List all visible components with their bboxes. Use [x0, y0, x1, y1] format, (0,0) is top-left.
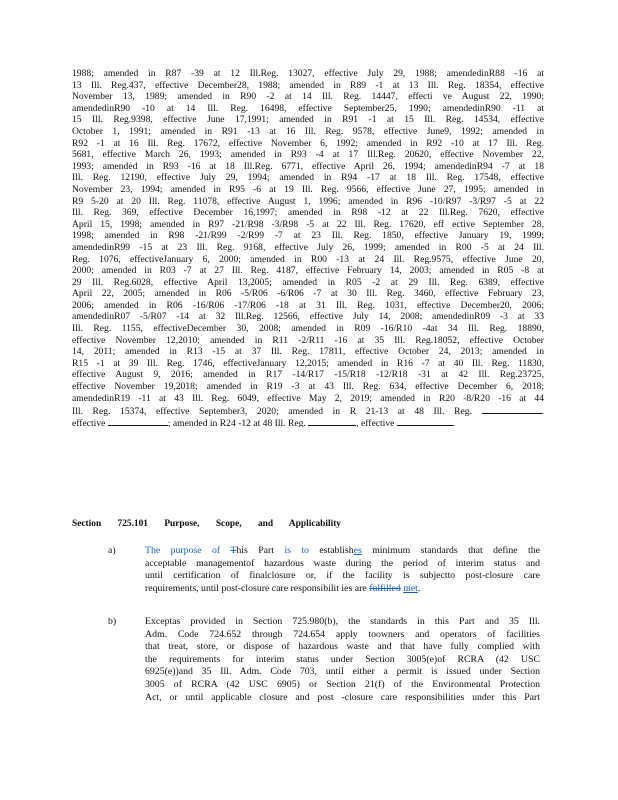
body-text: his Part: [236, 545, 274, 556]
history-line: 14, 2011; amended in R13 -15 at 37 Ill. Reg. 17811, effective October 24, 2013; amended in: [72, 346, 544, 358]
subsection-line: Act, or until applicable closure and post -closure care responsibilities under this Part: [145, 691, 540, 703]
history-text: ; amended in R24 -12 at 48 Ill. Reg.: [167, 417, 306, 428]
history-line: amendedinR07 -5/R07 -14 at 32 Ill.Reg. 12566, effective July 14, 2008; amendedinR09 -3 at 33: [72, 311, 544, 323]
section-number: 725.101: [117, 519, 148, 529]
inserted-text: The purpose of: [145, 545, 221, 556]
blank-line: [308, 416, 356, 426]
section-heading: [72, 519, 372, 529]
history-punct: .: [541, 406, 544, 416]
subsection-line: 6925(e))and 35 Ill. Adm. Code 703, until either a permit is issued under Section: [145, 666, 540, 678]
history-punct: .: [452, 417, 456, 428]
history-line: effective August 9, 2016; amended in R17 -14/R17 -15/R18 -12/R18 -31 at 42 Ill. Reg.23725,: [72, 369, 544, 381]
history-line: 15 Ill. Reg.9398, effective June 17,1991; amended in R91 -1 at 15 Ill. Reg. 14534, effective: [72, 114, 544, 126]
subsection-line: [145, 583, 540, 596]
subsection-line: the requirements for interim status under Section 3005(e)of RCRA (42 USC: [145, 653, 540, 665]
history-line: April 22, 2005; amended in R06 -5/R06 -6/R06 -7 at 30 Ill. Reg. 3460, effective February 23,: [72, 288, 544, 300]
section-title-word: Purpose,: [164, 519, 200, 529]
history-line: amendedinR99 -15 at 23 Ill. Reg. 9168, effective July 26, 1999; amended in R00 -5 at 24 Ill.: [72, 241, 544, 253]
history-line: 2000; amended in R03 -7 at 27 Ill. Reg. 4187, effective February 14, 2003; amended in R05 -8 at: [72, 265, 544, 277]
history-line: [72, 404, 544, 416]
history-line: Reg. 1076, effectiveJanuary 6, 2000; amended in R00 -13 at 24 Ill. Reg.9575, effective June 20,: [72, 253, 544, 265]
blank-line: [397, 416, 456, 428]
section-label: Section: [72, 519, 102, 529]
source-history-note: [72, 68, 544, 427]
blank-line: [482, 404, 542, 414]
subsection-line: Adm. Code 724.652 through 724.654 apply toowners and operators of facilities: [145, 628, 540, 640]
subsection-body: [145, 616, 540, 704]
body-text: requirements, until post-closure care responsibilit ies are: [145, 582, 367, 594]
subsection-line: that treat, store, or dispose of hazardous waste and that have fully complied with: [145, 641, 540, 653]
inserted-text: met: [403, 582, 418, 594]
deleted-text: fulfilled: [369, 582, 401, 594]
deleted-text: es: [353, 545, 362, 556]
history-line: November 23, 1994; amended in R95 -6 at 19 Ill. Reg. 9566, effective June 27, 1995; amended in: [72, 183, 544, 195]
subsection-body: [145, 545, 540, 595]
subsection-line: until certification of finalclosure or, if the facility is subjectto post-closure care: [145, 570, 540, 582]
subsection-label: b): [108, 616, 117, 627]
history-line: October 1, 1991; amended in R91 -13 at 16 Ill. Reg. 9578, effective June9, 1992; amended in: [72, 125, 544, 137]
blank-line: [108, 416, 168, 426]
history-line: 1993; amended in R93 -16 at 18 Ill.Reg. 6771, effective April 26, 1994; amendedinR94 -7 at 18: [72, 160, 544, 172]
history-line: 5681, effective March 26, 1993; amended in R93 -4 at 17 Ill.Reg. 20620, effective November 22,: [72, 149, 544, 161]
deleted-text: T: [230, 545, 237, 556]
body-text: establish: [319, 545, 354, 556]
history-line: R15 -1 at 39 Ill. Reg. 1746, effectiveJanuary 12,2015; amended in R16 -7 at 40 Ill. Reg. 11830,: [72, 357, 544, 369]
history-line: R92 -1 at 16 Ill. Reg. 17672, effective November 6, 1992; amended in R92 -10 at 17 Ill. Reg.: [72, 137, 544, 149]
history-line: Ill. Reg. 1155, effectiveDecember 30, 2008; amended in R09 -16/R10 -4at 34 Ill. Reg. 18890,: [72, 323, 544, 335]
inserted-text: is to: [284, 545, 309, 556]
section-title-word: Applicability: [288, 519, 341, 529]
history-line: R9 5-20 at 20 Ill. Reg. 11078, effective August 1, 1996; amended in R96 -10/R97 -3/R97 -5 at 22: [72, 195, 544, 207]
history-line: effective November 12,2010; amended in R11 -2/R11 -16 at 35 Ill. Reg.18052, effective October: [72, 334, 544, 346]
body-text: .: [417, 582, 421, 594]
history-line: 2006; amended in R06 -16/R06 -17/R06 -18 at 31 Ill. Reg. 1031, effective December20, 2006;: [72, 299, 544, 311]
history-text: effective: [72, 417, 106, 428]
history-line: 13 Ill. Reg.437, effective December28, 1988; amended in R89 -1 at 13 Ill. Reg. 18354, effective: [72, 79, 544, 91]
subsection-line: acceptable managementof hazardous waste during the period of interim status and: [145, 557, 540, 569]
subsection-line: Exceptas provided in Section 725.980(b), the standards in this Part and 35 Ill.: [145, 616, 540, 627]
history-line: Ill. Reg. 369, effective December 16,1997; amended in R98 -12 at 22 Ill.Reg. 7620, effective: [72, 207, 544, 219]
history-line: effective November 19,2018; amended in R19 -3 at 43 Ill. Reg. 634, effective December 6, 2018;: [72, 381, 544, 393]
history-line: 1998; amended in R98 -21/R99 -2/R99 -7 at 23 Ill. Reg. 1850, effective January 19, 1999;: [72, 230, 544, 242]
subsection-label: a): [108, 545, 116, 556]
history-line: November 13, 1989; amended in R90 -2 at 14 Ill. Reg. 14447, effecti ve August 22, 1990;: [72, 91, 544, 103]
history-text: , effective: [356, 417, 395, 428]
body-text: minimum standards that define the: [372, 545, 540, 556]
history-line: 29 Ill. Reg.6028, effective April 13,2005; amended in R05 -2 at 29 Ill. Reg. 6389, effective: [72, 276, 544, 288]
history-line: amendedinR90 -10 at 14 Ill. Reg. 16498, effective September25, 1990; amendedinR90 -11 at: [72, 102, 544, 114]
history-line: Ill. Reg. 12190, effective July 29, 1994; amended in R94 -17 at 18 Ill. Reg. 17548, effective: [72, 172, 544, 184]
subsection-line: [145, 545, 540, 558]
subsection-line: 3005 of RCRA (42 USC 6905) or Section 21(f) of the Environmental Protection: [145, 678, 540, 690]
history-line: amendedinR19 -11 at 43 Ill. Reg. 6049, effective May 2, 2019; amended in R20 -8/R20 -16 at 44: [72, 392, 544, 404]
section-title-word: and: [257, 519, 274, 529]
history-line: 1988; amended in R87 -39 at 12 Ill.Reg. 13027, effective July 29, 1988; amendedinR88 -16 at: [72, 68, 544, 79]
history-text: Ill. Reg. 15374, effective September3, 2020; amended in R 21-13 at 48 Ill. Reg.: [72, 406, 472, 416]
section-title-word: Scope,: [215, 519, 242, 529]
history-line: April 15, 1998; amended in R97 -21/R98 -3/R98 -5 at 22 Ill. Reg. 17620, eff ective September 28,: [72, 218, 544, 230]
history-line: [72, 416, 544, 428]
